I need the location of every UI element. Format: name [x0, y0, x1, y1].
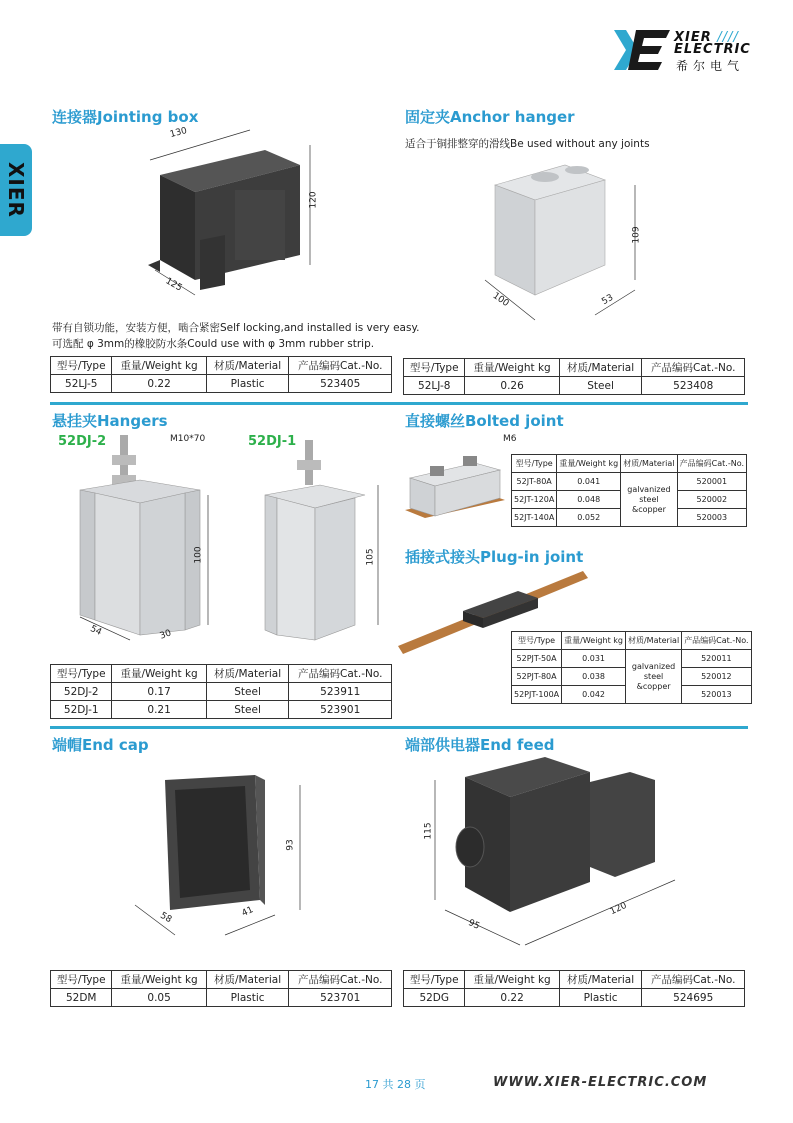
- logo-mark-icon: [612, 28, 672, 73]
- table-row: 52PJT-100A 0.042 520013: [512, 686, 752, 704]
- end-feed-dims: [425, 760, 685, 960]
- table-row: 52JT-140A 0.052 520003: [512, 509, 747, 527]
- jointing-box-dim-d: 125: [163, 276, 184, 294]
- jointing-box-title: 连接器Jointing box: [52, 108, 199, 126]
- bolted-joint-image: [405, 448, 510, 528]
- hanger-52dj2-dims: [80, 435, 220, 645]
- page-number: 17 共 28 页: [365, 1078, 426, 1091]
- brand-logo: XIER //// ELECTRIC 希尔电气: [612, 28, 762, 73]
- section-divider: [50, 726, 748, 729]
- end-feed-dim-w: 95: [466, 918, 482, 932]
- brand-name-2: ELECTRIC: [674, 42, 751, 57]
- table-row: 52LJ-5 0.22 Plastic 523405: [51, 375, 392, 393]
- brand-chinese: 希尔电气: [676, 59, 745, 73]
- jointing-box-table: 型号/Type 重量/Weight kg 材质/Material 产品编码Cat.-No. 52LJ-5 0.22 Plastic 523405: [50, 356, 392, 393]
- brand-name-1: XIER: [674, 30, 712, 45]
- hangers-table: 型号/Type 重量/Weight kg 材质/Material 产品编码Cat.-No. 52DJ-2 0.17 Steel 523911 52DJ-1 0.21 Steel 523901: [50, 664, 392, 719]
- website-link[interactable]: WWW.XIER-ELECTRIC.COM: [493, 1075, 708, 1090]
- end-cap-table: 型号/Type 重量/Weight kg 材质/Material 产品编码Cat.-No. 52DM 0.05 Plastic 523701: [50, 970, 392, 1007]
- jointing-box-note-1: 带有自锁功能，安装方便，啮合紧密Self locking,and installed is very easy.: [52, 322, 420, 334]
- hanger-dim-d1: 30: [158, 628, 173, 642]
- end-feed-dim-d: 120: [608, 900, 629, 918]
- end-cap-dim-d: 41: [240, 905, 256, 919]
- hangers-model-2: 52DJ-1: [248, 434, 297, 449]
- plugin-joint-title: 插接式接头Plug-in joint: [405, 548, 584, 566]
- hanger-dim-w1: 54: [88, 624, 104, 638]
- hanger-52dj1-image: [265, 440, 375, 650]
- hangers-title: 悬挂夹Hangers: [52, 412, 168, 430]
- end-feed-dim-h: 115: [423, 822, 434, 840]
- side-tab: XIER: [0, 144, 32, 236]
- end-cap-title: 端帽End cap: [52, 736, 149, 754]
- anchor-hanger-title: 固定夹Anchor hanger: [405, 108, 575, 126]
- table-row: 52PJT-80A 0.038 520012: [512, 668, 752, 686]
- anchor-hanger-dim-h: 109: [631, 226, 642, 244]
- end-cap-dim-w: 58: [158, 910, 174, 926]
- hanger-dim-h1: 100: [193, 546, 204, 564]
- table-row: 52LJ-8 0.26 Steel 523408: [404, 377, 745, 395]
- jointing-box-dims: [140, 120, 340, 320]
- end-cap-dims: [125, 775, 305, 945]
- anchor-hanger-dim-d: 53: [600, 292, 616, 308]
- hangers-bolt: M10*70: [170, 434, 206, 444]
- table-row: 52DM 0.05 Plastic 523701: [51, 989, 392, 1007]
- hangers-model-1: 52DJ-2: [58, 434, 107, 449]
- end-feed-table: 型号/Type 重量/Weight kg 材质/Material 产品编码Cat.-No. 52DG 0.22 Plastic 524695: [403, 970, 745, 1007]
- table-row: 52PJT-50A 0.031 galvanized steel &copper 520011: [512, 650, 752, 668]
- section-divider: [50, 402, 748, 405]
- end-cap-dim-h: 93: [285, 839, 296, 851]
- table-row: 52DG 0.22 Plastic 524695: [404, 989, 745, 1007]
- table-row: 52JT-80A 0.041 galvanized steel &copper 520001: [512, 473, 747, 491]
- table-row: 52JT-120A 0.048 520002: [512, 491, 747, 509]
- bolted-joint-bolt: M6: [503, 434, 517, 444]
- bolted-joint-title: 直接螺丝Bolted joint: [405, 412, 564, 430]
- jointing-box-note-2: 可选配 φ 3mm的橡胶防水条Could use with φ 3mm rubber strip.: [52, 338, 375, 350]
- anchor-hanger-note: 适合于铜排整穿的滑线Be used without any joints: [405, 138, 650, 150]
- anchor-hanger-table: 型号/Type 重量/Weight kg 材质/Material 产品编码Cat.-No. 52LJ-8 0.26 Steel 523408: [403, 358, 745, 395]
- bolted-joint-table: 型号/Type 重量/Weight kg 材质/Material 产品编码Cat.-No. 52JT-80A 0.041 galvanized steel &copper 520001 52JT-120A 0.048 520002 52JT-140A 0.052 520003: [511, 454, 747, 527]
- end-feed-title: 端部供电器End feed: [405, 736, 555, 754]
- anchor-hanger-dim-w: 100: [490, 290, 511, 310]
- plugin-joint-table: 型号/Type 重量/Weight kg 材质/Material 产品编码Cat.-No. 52PJT-50A 0.031 galvanized steel &copper 520011 52PJT-80A 0.038 520012 52PJT-100A 0.042 520013: [511, 631, 752, 704]
- table-row: 52DJ-2 0.17 Steel 523911: [51, 683, 392, 701]
- jointing-box-dim-w: 130: [168, 125, 189, 141]
- hanger-dim-h2: 105: [365, 548, 376, 566]
- table-row: 52DJ-1 0.21 Steel 523901: [51, 701, 392, 719]
- jointing-box-dim-h: 120: [308, 191, 319, 209]
